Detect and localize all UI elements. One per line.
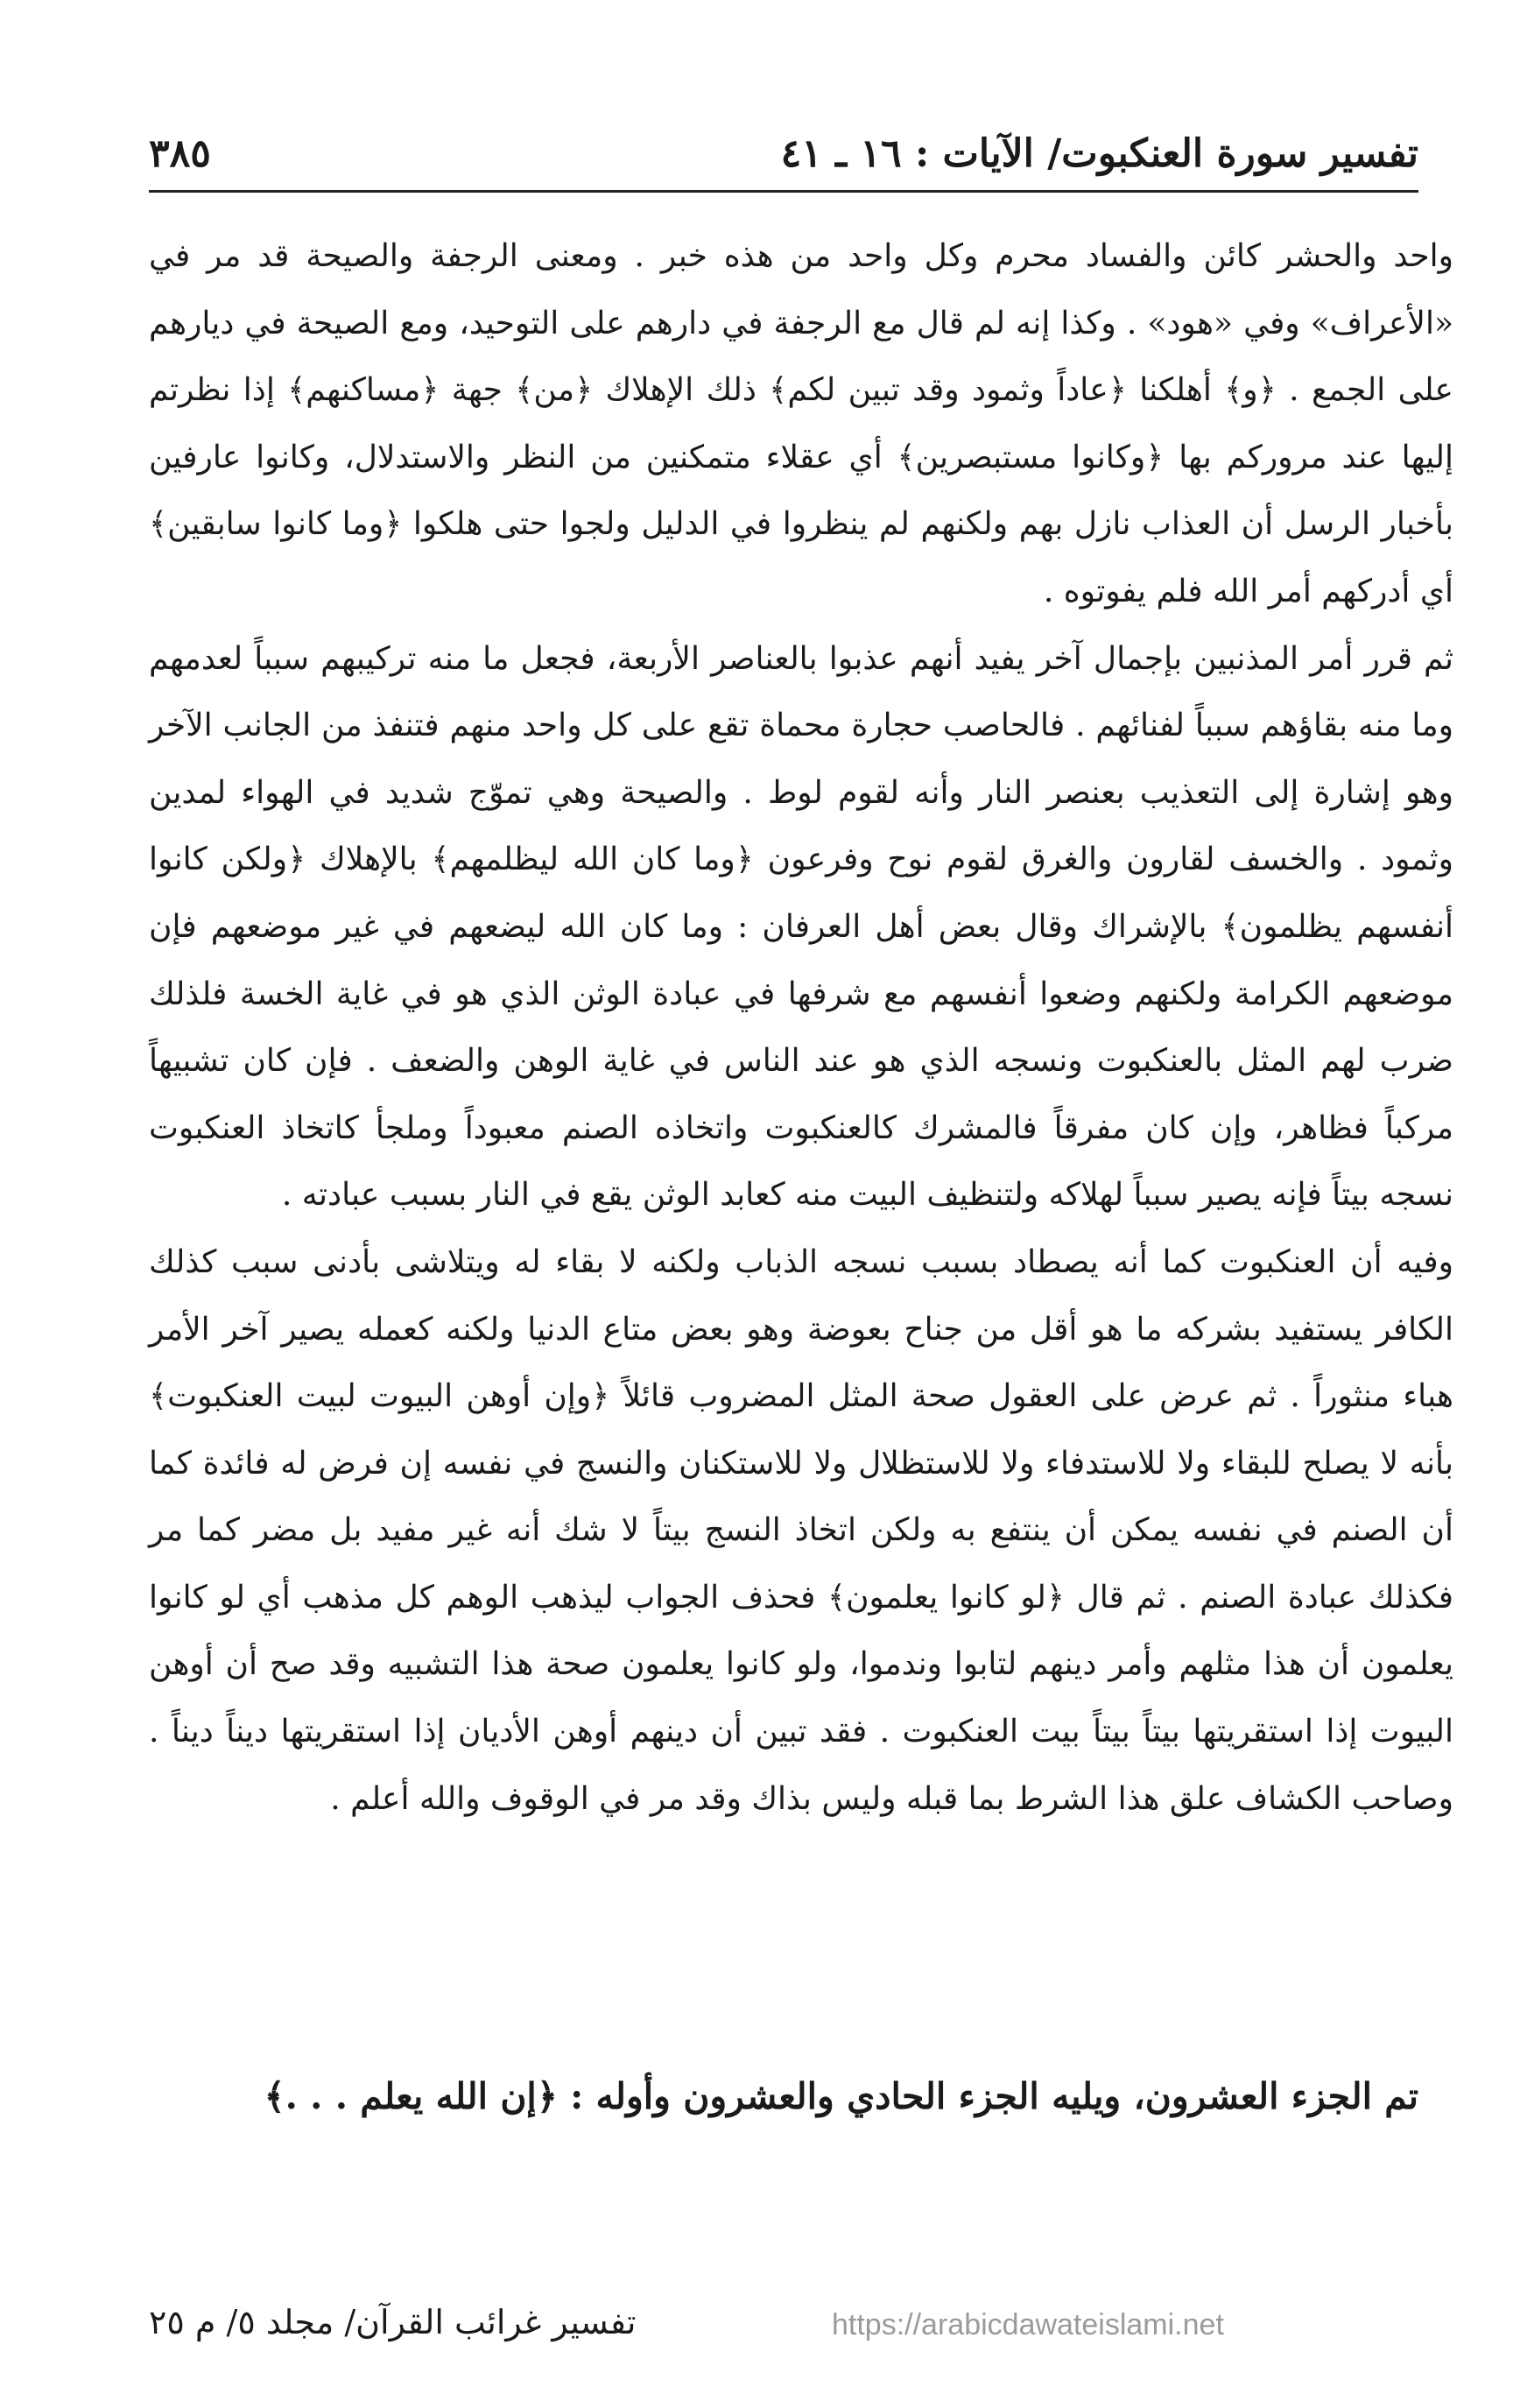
header-rule — [149, 190, 1418, 193]
footer-citation: تفسير غرائب القرآن/ مجلد ٥/ م ٢٥ — [149, 2303, 637, 2341]
page-footer — [149, 2303, 1418, 2364]
paragraph-2: ثم قرر أمر المذنبين بإجمال آخر يفيد أنهم عذبوا بالعناصر الأربعة، فجعل ما منه تركيبهم سبباً لعدمهم وما منه بقاؤهم سبباً لفنائهم . فالحاصب حجارة محماة تقع على كل واحد منهم فتنفذ من الجانب الآخر وهو إشارة إلى التعذيب بعنصر النار وأنه لقوم لوط . والصيحة وهي تموّج شديد في الهواء لمدين وثمود . والخسف لقارون والغرق لقوم نوح وفرعون ﴿وما كان الله ليظلمهم﴾ بالإهلاك ﴿ولكن كانوا أنفسهم يظلمون﴾ بالإشراك وقال بعض أهل العرفان : وما كان الله ليضعهم في غير موضعهم فإن موضعهم الكرامة ولكنهم وضعوا أنفسهم مع شرفها في عبادة الوثن الذي هو في غاية الخسة فلذلك ضرب لهم المثل بالعنكبوت ونسجه الذي هو عند الناس في غاية الوهن والضعف . فإن كان تشبيهاً مركباً فظاهر، وإن كان مفرقاً فالمشرك كالعنكبوت واتخاذه الصنم معبوداً وملجأ كاتخاذ العنكبوت نسجه بيتاً فإنه يصير سبباً لهلاكه ولتنظيف البيت منه كعابد الوثن يقع في النار بسبب عبادته . — [149, 640, 1454, 1214]
page-header — [149, 123, 1418, 193]
body-text — [149, 223, 1453, 2123]
page-number: ٣٨٥ — [149, 131, 211, 176]
running-head: تفسير سورة العنكبوت/ الآيات : ١٦ ـ ٤١ — [780, 131, 1418, 176]
paragraph-3: وفيه أن العنكبوت كما أنه يصطاد بسبب نسجه الذباب ولكنه لا بقاء له ويتلاشى بأدنى سبب كذلك الكافر يستفيد بشركه ما هو أقل من جناح بعوضة وهو بعض متاع الدنيا ولكنه كعمله يصير آخر الأمر هباء منثوراً . ثم عرض على العقول صحة المثل المضروب قائلاً ﴿وإن أوهن البيوت لبيت العنكبوت﴾ بأنه لا يصلح للبقاء ولا للاستدفاء ولا للاستظلال ولا للاستكنان والنسج في نفسه إن فرض له فائدة كما أن الصنم في نفسه يمكن أن ينتفع به ولكن اتخاذ النسج بيتاً لا شك أنه غير مفيد بل مضر كما مر فكذلك عبادة الصنم . ثم قال ﴿لو كانوا يعلمون﴾ فحذف الجواب ليذهب الوهم كل مذهب أي لو كانوا يعلمون أن هذا مثلهم وأمر دينهم لتابوا وندموا، ولو كانوا يعلمون صحة هذا التشبيه وقد صح أن أوهن البيوت إذا استقريتها بيتاً بيتاً بيت العنكبوت . فقد تبين أن دينهم أوهن الأديان إذا استقريتها ديناً ديناً . وصاحب الكشاف علق هذا الشرط بما قبله وليس بذاك وقد مر في الوقوف والله أعلم . — [149, 1243, 1453, 1817]
end-of-part-note: تم الجزء العشرون، ويليه الجزء الحادي والعشرون وأوله : ﴿إن الله يعلم . . .﴾ — [264, 2075, 1418, 2117]
footer-watermark: https://arabicdawateislami.net — [832, 2308, 1224, 2341]
paragraph-1: واحد والحشر كائن والفساد محرم وكل واحد من هذه خبر . ومعنى الرجفة والصيحة قد مر في «الأعراف» وفي «هود» . وكذا إنه لم قال مع الرجفة في دارهم على التوحيد، ومع الصيحة في ديارهم على الجمع . ﴿و﴾ أهلكنا ﴿عاداً وثمود وقد تبين لكم﴾ ذلك الإهلاك ﴿من﴾ جهة ﴿مساكنهم﴾ إذا نظرتم إليها عند مروركم بها ﴿وكانوا مستبصرين﴾ أي عقلاء متمكنين من النظر والاستدلال، وكانوا عارفين بأخبار الرسل أن العذاب نازل بهم ولكنهم لم ينظروا في الدليل ولجوا حتى هلكوا ﴿وما كانوا سابقين﴾ أي أدركهم أمر الله فلم يفوتوه . — [149, 238, 1453, 609]
